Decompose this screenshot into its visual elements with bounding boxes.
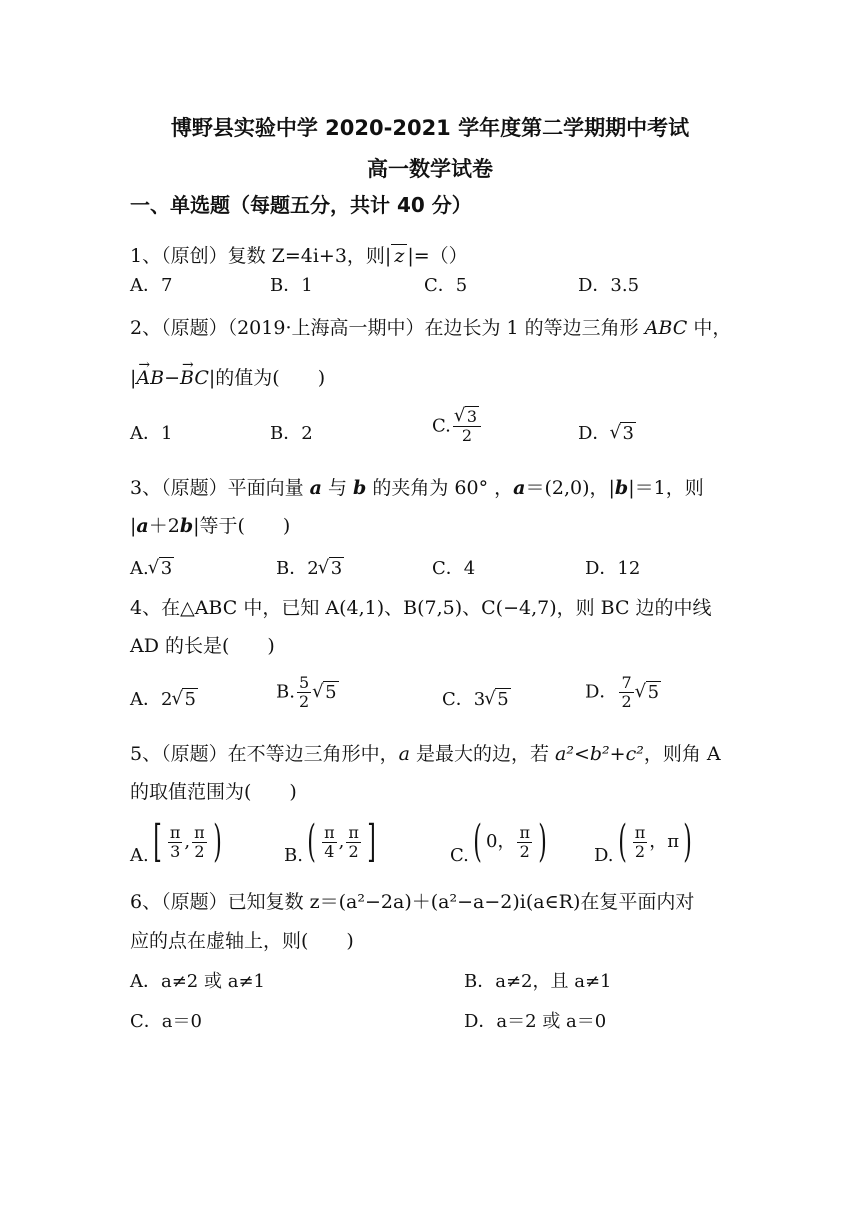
q5-option-b-comma: , [338, 831, 345, 852]
q3-option-a [130, 557, 174, 581]
q3-text: 与 [321, 477, 354, 499]
q5-option-b-bracket-open: ( [307, 816, 316, 867]
q6-option-a: A．a≠2 或 a≠1 [130, 971, 265, 992]
q4-option-d-label: D． [585, 681, 618, 703]
q4-option-d-fraction [619, 674, 633, 711]
q3-option-b-radicand: 3 [330, 558, 343, 579]
question-1 [130, 244, 468, 268]
q3-text: 3、（原题）平面向量 [130, 477, 310, 499]
q4-option-c-label: C．3 [442, 689, 486, 710]
q3-option-a-radicand: 3 [160, 558, 173, 579]
q5-text: 是最大的边，若 [409, 743, 556, 765]
q2-option-d-label: D． [578, 423, 611, 444]
q2-text-end: 中， [687, 317, 732, 339]
q2-abs-open: | [130, 367, 137, 389]
q3-text: |＝1，则 [628, 477, 704, 499]
q5-option-c-right [517, 824, 532, 861]
q5-option-a-left-den: 3 [170, 841, 181, 861]
q5-option-a-bracket-open: [ [153, 816, 162, 867]
q2-option-c-radicand: 3 [466, 407, 478, 426]
q5-option-b-left-num: π [324, 822, 335, 842]
q4-option-d-denominator: 2 [621, 692, 632, 711]
q5-option-b-bracket-close: ] [367, 816, 376, 867]
question-2-line-2 [130, 366, 325, 390]
q5-option-a-right-den: 2 [194, 841, 205, 861]
q5-option-d-label: D. [594, 845, 614, 866]
q1-text-pre: 1、（原创）复数 Z=4i+3，则| [130, 245, 392, 267]
q3-vector-b: b [614, 477, 629, 499]
q2-option-a: A．1 [130, 423, 173, 444]
question-6-line-2: 应的点在虚轴上，则( ) [130, 930, 354, 952]
q1-option-c: C．5 [424, 275, 468, 296]
q5-option-d-bracket-open: ( [617, 816, 627, 867]
q5-option-b [284, 816, 380, 870]
q4-option-d-radicand: 5 [647, 681, 660, 703]
q4-option-a-label: A．2 [130, 689, 173, 710]
q3-vector-a: a [513, 477, 526, 499]
q6-option-b: B．a≠2，且 a≠1 [464, 971, 612, 992]
q5-option-d-right: ，π [649, 831, 680, 852]
question-5-line-2: 的取值范围为( ) [130, 781, 297, 803]
q3-text: ＋2 [148, 515, 180, 537]
q5-option-d-left-den: 2 [634, 841, 646, 861]
exam-title: 博野县实验中学 2020-2021 学年度第二学期期中考试 [170, 116, 690, 140]
q2-option-d-radicand: 3 [622, 423, 634, 444]
q5-side-a: a [398, 743, 410, 765]
q5-text: 5、（原题）在不等边三角形中， [130, 743, 399, 765]
q5-option-a [130, 816, 226, 870]
q3-option-a-label: A. [130, 558, 149, 579]
q5-option-a-left-num: π [169, 822, 181, 842]
q5-option-c-bracket-close: ) [538, 816, 547, 867]
q3-text: 的夹角为 60° ， [366, 477, 514, 499]
q1-option-b: B．1 [270, 275, 313, 296]
q4-option-b [276, 674, 339, 711]
q3-text: |等于( ) [193, 515, 291, 537]
q5-option-b-right-num: π [348, 822, 359, 842]
q1-text-post: |=（） [407, 245, 468, 267]
q2-option-c-fraction [453, 408, 481, 445]
q2-vector-bc: → BC [180, 366, 209, 390]
q4-option-b-radicand: 5 [325, 681, 337, 703]
q5-option-a-right-num: π [194, 822, 205, 842]
q3-option-d: D．12 [585, 558, 641, 579]
q4-option-b-label: B. [276, 681, 295, 703]
q5-option-c [450, 816, 551, 870]
q4-option-c [442, 688, 511, 712]
q1-option-d: D．3.5 [578, 275, 640, 296]
q2-text-end: |的值为( ) [208, 367, 326, 389]
q4-option-d-numerator: 7 [621, 673, 632, 692]
q2-text: 2、（原题）（2019·上海高一期中）在边长为 1 的等边三角形 [130, 317, 645, 339]
q5-option-d-left-num: π [634, 822, 646, 842]
q5-option-a-label: A. [130, 845, 149, 866]
question-6-line-1: 6、（原题）已知复数 z＝(a²−2a)＋(a²−a−2)i(a∈R)在复平面内对 [130, 891, 695, 913]
q4-option-b-fraction [297, 674, 311, 711]
q5-option-c-label: C. [450, 845, 469, 866]
q2-triangle: ABC [644, 317, 688, 339]
question-4-line-2: AD 的长是( ) [130, 635, 275, 657]
q4-option-d [585, 674, 661, 711]
q4-option-b-denominator: 2 [298, 692, 310, 711]
q5-option-c-bracket-open: ( [473, 816, 482, 867]
q5-option-c-right-den: 2 [519, 841, 530, 861]
q5-option-c-right-num: π [519, 822, 530, 842]
q2-option-c-denominator: 2 [461, 426, 473, 445]
q5-option-d-left [633, 824, 648, 861]
q5-option-c-left: 0， [486, 831, 516, 852]
q3-option-c: C．4 [432, 558, 476, 579]
q2-option-c-label: C. [432, 415, 451, 437]
q5-option-a-comma: , [184, 831, 191, 852]
q5-option-a-right [192, 824, 207, 861]
exam-subtitle: 高一数学试卷 [367, 157, 493, 181]
q2-vector-ab: → AB [136, 366, 164, 390]
q5-option-b-right [346, 824, 361, 861]
q5-option-b-left-den: 4 [324, 841, 335, 861]
q4-option-c-radicand: 5 [497, 689, 509, 710]
question-2-line-1 [130, 316, 731, 340]
q3-vector-b: b [353, 477, 367, 499]
q3-text: ＝(2,0)，| [525, 477, 615, 499]
q4-option-a [130, 688, 198, 712]
q5-option-d-bracket-close: ) [683, 816, 692, 867]
q4-option-a-radicand: 5 [184, 689, 196, 710]
q3-vector-a: a [309, 477, 322, 499]
q1-conjugate-z: z [391, 244, 407, 267]
q2-minus: − [164, 367, 181, 389]
q5-option-d [594, 816, 696, 870]
question-3-line-2 [130, 514, 290, 538]
q3-vector-a: a [136, 515, 149, 537]
q5-option-a-left [168, 824, 183, 861]
q1-option-a: A．7 [130, 275, 173, 296]
q5-option-a-bracket-close: ) [212, 816, 222, 867]
q3-option-b-label: B．2 [276, 558, 319, 579]
q5-option-b-right-den: 2 [348, 841, 359, 861]
question-3-line-1 [130, 476, 704, 500]
q4-option-b-numerator: 5 [298, 673, 310, 692]
section-heading: 一、单选题（每题五分，共计 40 分） [130, 193, 472, 217]
q5-text: ，则角 A [643, 743, 721, 765]
q2-option-c [432, 408, 483, 445]
q5-option-b-left [322, 824, 337, 861]
q2-option-b: B．2 [270, 423, 313, 444]
q5-inequality: a²<b²+c² [555, 743, 644, 765]
question-5-line-1 [130, 742, 721, 766]
q6-option-c: C．a＝0 [130, 1011, 202, 1032]
q5-option-b-label: B. [284, 845, 303, 866]
q6-option-d: D．a＝2 或 a＝0 [464, 1011, 607, 1032]
question-4-line-1: 4、在△ABC 中，已知 A(4,1)、B(7,5)、C(−4,7)，则 BC 边的中线 [130, 597, 712, 619]
q3-option-b [276, 557, 344, 581]
q3-abs-open: | [130, 515, 137, 537]
q2-option-d [578, 422, 636, 446]
q3-vector-b: b [179, 515, 194, 537]
